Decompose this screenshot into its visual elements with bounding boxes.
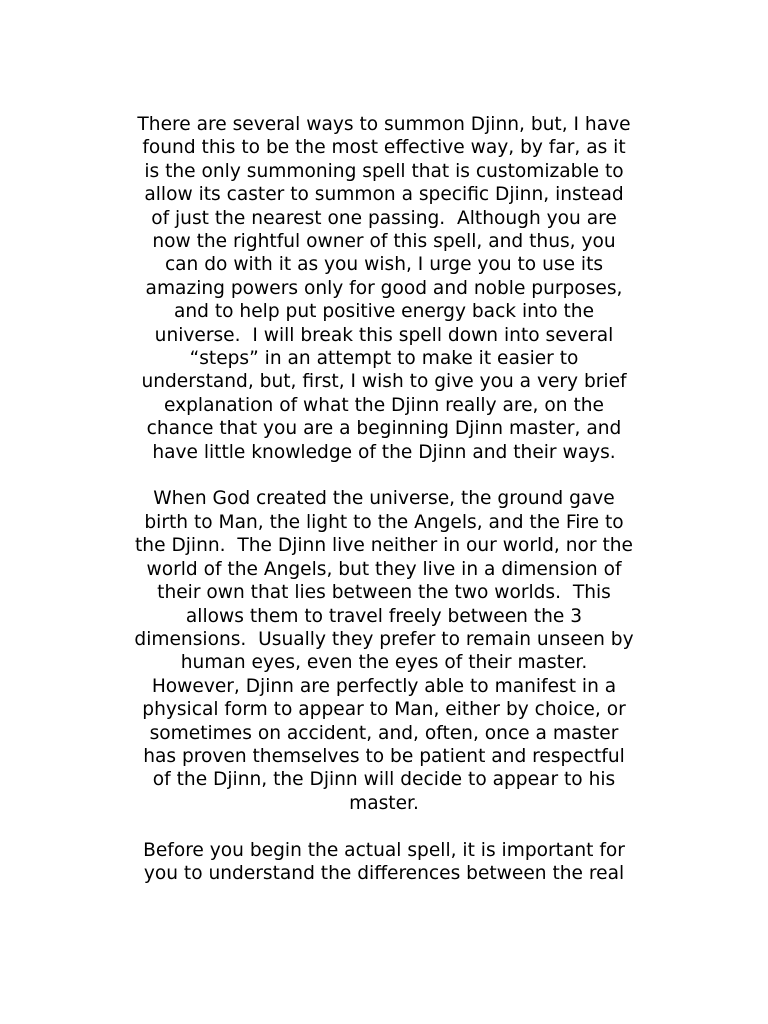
text-line: the Djinn. The Djinn live neither in our world, nor the [135, 535, 633, 557]
text-line: of the Djinn, the Djinn will decide to appear to his [152, 769, 616, 791]
text-line: now the rightful owner of this spell, and thus, you [152, 231, 616, 253]
paragraph-spacer [100, 815, 668, 838]
text-line: There are several ways to summon Djinn, but, I have [137, 114, 631, 135]
text-line: amazing powers only for good and noble purposes, [145, 277, 623, 299]
text-line: allows them to travel freely between the 3 [185, 605, 583, 627]
text-line: is the only summoning spell that is customizable to [144, 160, 624, 182]
text-line: sometimes on accident, and, often, once a master [149, 722, 619, 744]
text-line: birth to Man, the light to the Angels, and the Fire to [144, 511, 624, 533]
paragraph-spacer [100, 464, 668, 487]
paragraph-1 [100, 113, 668, 464]
text-line: explanation of what the Djinn really are, on the [164, 394, 604, 416]
text-line: physical form to appear to Man, either by choice, or [142, 699, 626, 721]
text-line: can do with it as you wish, I urge you to use its [164, 254, 604, 276]
text-line: However, Djinn are perfectly able to manifest in a [151, 675, 617, 697]
text-line: understand, but, first, I wish to give you a very brief [141, 371, 627, 393]
text-line: dimensions. Usually they prefer to remain unseen by [134, 628, 634, 650]
text-line: their own that lies between the two worlds. This [157, 582, 611, 604]
paragraph-3 [100, 839, 668, 886]
document-body [100, 113, 668, 885]
text-line: has proven themselves to be patient and respectful [143, 745, 625, 767]
text-line: universe. I will break this spell down into several [154, 324, 614, 346]
text-line: human eyes, even the eyes of their master. [180, 652, 588, 674]
text-line: world of the Angels, but they live in a dimension of [146, 558, 622, 580]
text-line: and to help put positive energy back into the [173, 301, 595, 323]
text-line: master. [349, 792, 419, 814]
text-line: allow its caster to summon a specific Djinn, instead [144, 184, 624, 206]
text-line: chance that you are a beginning Djinn master, and [146, 418, 622, 440]
text-line: of just the nearest one passing. Although you are [151, 207, 617, 229]
text-line: have little knowledge of the Djinn and their ways. [152, 441, 616, 463]
text-line: When God created the universe, the ground gave [153, 488, 615, 510]
text-line: “steps” in an attempt to make it easier to [189, 348, 579, 370]
text-line: found this to be the most effective way, by far, as it [142, 137, 626, 159]
paragraph-2 [100, 487, 668, 815]
text-line: Before you begin the actual spell, it is important for [143, 839, 625, 861]
text-line: you to understand the differences between the real [143, 862, 625, 884]
